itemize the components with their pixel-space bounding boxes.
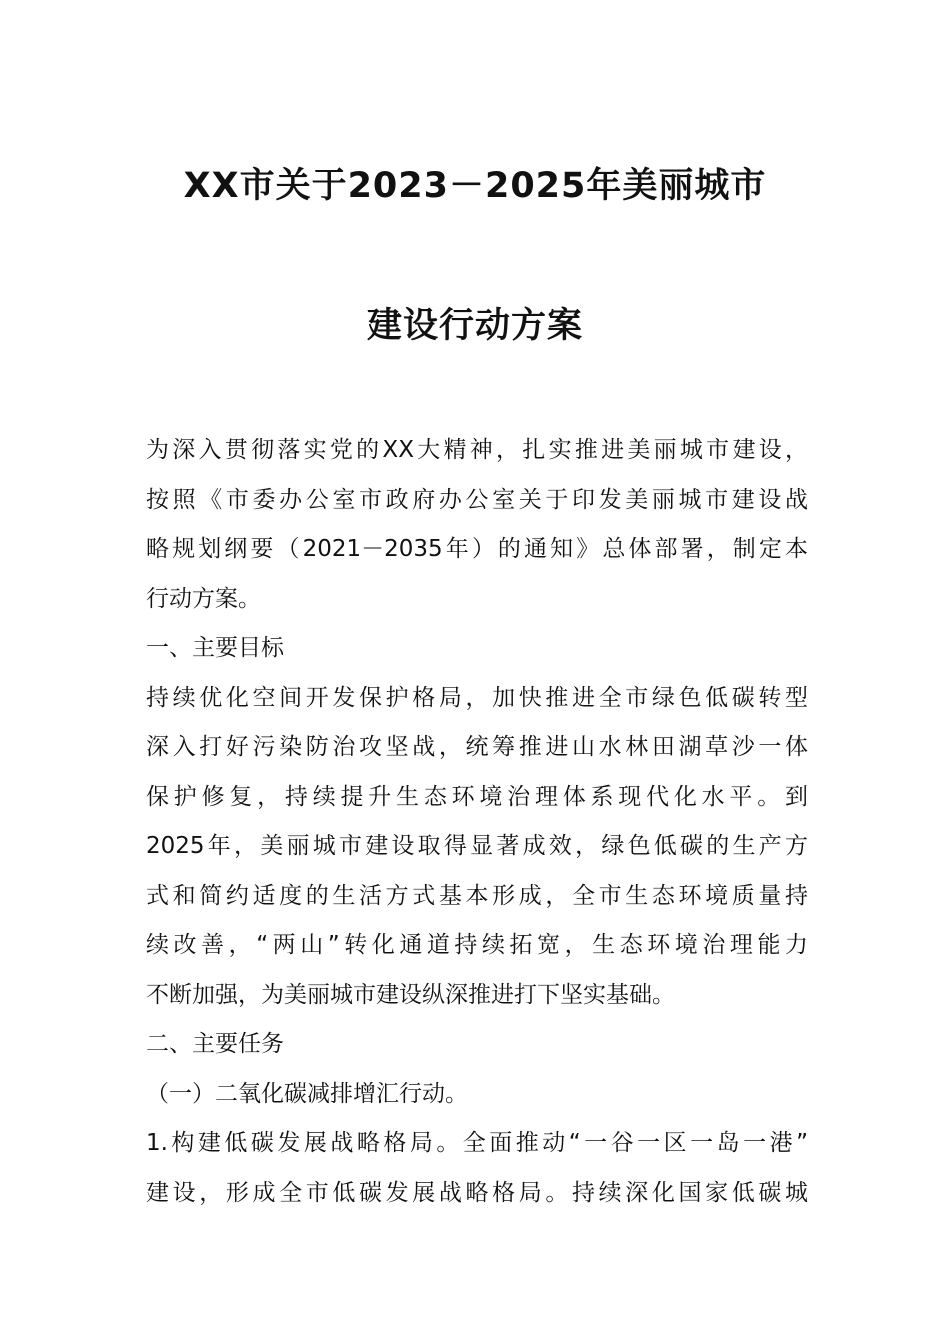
body-line: 续改善，“两山”转化通道持续拓宽，生态环境治理能力: [146, 932, 808, 958]
body-line: 为深入贯彻落实党的XX大精神，扎实推进美丽城市建设，: [146, 437, 808, 463]
body-line: 按照《市委办公室市政府办公室关于印发美丽城市建设战: [146, 486, 808, 513]
body-line: （一）二氧化碳减排增汇行动。: [146, 1080, 468, 1107]
body-line: 2025年，美丽城市建设取得显著成效，绿色低碳的生产方: [146, 833, 808, 859]
body-line: 深入打好污染防治攻坚战，统筹推进山水林田湖草沙一体: [146, 734, 808, 760]
body-line: 1.构建低碳发展战略格局。全面推动“一谷一区一岛一港”: [146, 1130, 808, 1156]
body-line: 一、主要目标: [146, 635, 284, 661]
document-title-line-2: 建设行动方案: [366, 306, 583, 346]
body-line: 略规划纲要（2021－2035年）的通知》总体部署，制定本: [146, 536, 808, 562]
body-line: 二、主要任务: [146, 1031, 284, 1057]
body-line: 保护修复，持续提升生态环境治理体系现代化水平。到: [146, 783, 808, 810]
document-body: [146, 426, 808, 1218]
body-line: 持续优化空间开发保护格局，加快推进全市绿色低碳转型: [146, 684, 808, 711]
body-line: 式和简约适度的生活方式基本形成，全市生态环境质量持: [146, 882, 808, 909]
body-line: 建设，形成全市低碳发展战略格局。持续深化国家低碳城: [146, 1179, 808, 1206]
document-title-line-1: XX市关于2023－2025年美丽城市: [183, 166, 767, 206]
body-line: 不断加强，为美丽城市建设纵深推进打下坚实基础。: [146, 981, 675, 1008]
body-line: 行动方案。: [146, 585, 261, 612]
